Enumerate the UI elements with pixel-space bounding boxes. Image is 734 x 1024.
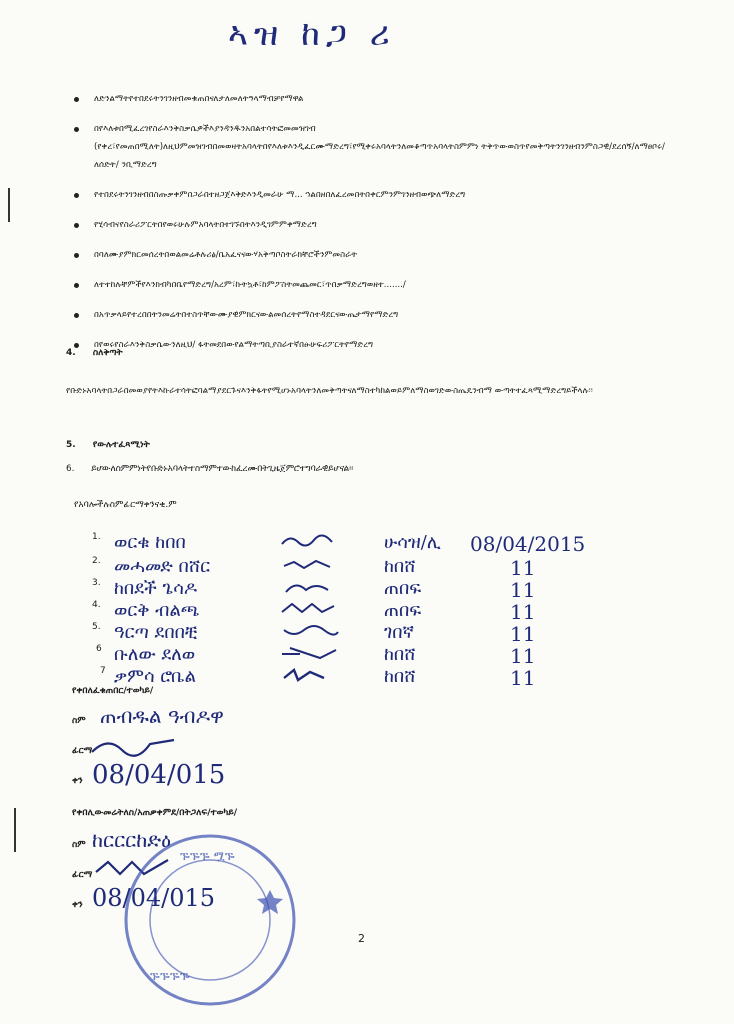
margin-mark xyxy=(8,188,10,222)
section-title: ስለቅጣት xyxy=(92,348,123,358)
signatory-name: ወርቁ ከበበ xyxy=(114,532,186,553)
signature-scribble xyxy=(280,556,340,574)
svg-text:ᎏᎏᎏ ሟᎏ: ᎏᎏᎏ ሟᎏ xyxy=(180,849,235,863)
signatory-date: 11 xyxy=(510,600,536,624)
receiver-1-signature-label: ፊርማ xyxy=(72,746,93,756)
bullet-item: በየወሩየስራእንቅስቃሴውንለዚህ/ ፋትመደበውየልማትጣቢያስራተኛበፁሁፍሪፖርትየማድረግ xyxy=(64,336,684,354)
row-number: 1. xyxy=(92,532,101,542)
section-5-heading xyxy=(66,440,150,450)
bullet-list xyxy=(64,90,684,366)
signatory-date: 11 xyxy=(510,556,536,580)
receiver-2-name-label: ስም xyxy=(72,840,86,850)
signatory-date: 11 xyxy=(510,578,536,602)
receiver-2-date-label: ቀን xyxy=(72,900,83,910)
bullet-item: የተበደሩትንገንዘብበስጡቃቀምበጋራበተዘጋጀእቅድእንዲመራሁ ማ... ኀልበዘበለፈረመበትበቀርምንምገንዘብወጭለማድረግ xyxy=(64,186,684,204)
svg-text:ᎏᎏᎏᎏ: ᎏᎏᎏᎏ xyxy=(150,969,190,983)
receiver-1-signature xyxy=(88,734,178,760)
signatory-row xyxy=(0,622,734,644)
row-number: 2. xyxy=(92,556,101,566)
signatory-role: ከበሸ xyxy=(384,644,416,665)
section-title: የውሉተፈጻሚነት xyxy=(92,440,150,450)
handwritten-title: ኣዝ ከጋ ሪ xyxy=(228,14,396,54)
signature-scribble xyxy=(280,578,340,596)
section-text: ይሆውለስምምነትየቡድኑአባላትተስማምተውከፈረሙበትጊዜጀምሮተግባራዊይሆናል፡፡ xyxy=(91,464,354,474)
section-number: 4. xyxy=(66,348,76,358)
margin-mark xyxy=(14,808,16,852)
bullet-item: በባለሙያምክርመሰረትበወልመሬቶሉሪፅ/ቤአፈናናውሃአቅጣቦስትራክቸሮችንምመስራት xyxy=(64,246,684,264)
receiver-1-heading: የቀበለፈቁጠበር/ተወካይ/ xyxy=(72,686,154,696)
row-number: 4. xyxy=(92,600,101,610)
row-number: 6 xyxy=(96,644,102,654)
section-number: 6. xyxy=(66,464,75,474)
bullet-item: ለድንልማትየተበደሩትንገንዘብመቁጠበናለታለመለትዓላማብቻየማዋል xyxy=(64,90,684,108)
receiver-2-signature-label: ፊርማ xyxy=(72,870,93,880)
signatory-name: ቃምሳ ሮቤል xyxy=(114,666,197,687)
signatory-row xyxy=(0,666,734,688)
signatory-role: ሁሳዝ/ሊ xyxy=(384,532,441,553)
section-4-paragraph: የቡድኑአባላትበጋራበመወያየትእኩራተሳትፎባልማያደርጉናእንቅፋትየሚሆኑአባላትንለመቅጣትናለማስተካከልወይምለማስወገድውስጤዴንብማ ውጣትተፈጻሚማድረግይችላሉ፡፡ xyxy=(66,386,593,396)
receiver-2-date: 08/04/015 xyxy=(92,884,216,912)
signatory-name: ከበደች ጌሳዶ xyxy=(114,578,197,599)
signatory-row xyxy=(0,578,734,600)
signatory-role: ጠበፍ xyxy=(384,600,422,621)
signatory-role: ገበኛ xyxy=(384,622,414,643)
signature-scribble xyxy=(280,600,340,618)
signatory-row xyxy=(0,600,734,622)
signatory-name: ዓርጣ ደበበቺ xyxy=(114,622,198,643)
signatory-date: 08/04/2015 xyxy=(470,532,586,556)
row-number: 5. xyxy=(92,622,101,632)
signature-scribble xyxy=(280,532,340,550)
signature-scribble xyxy=(280,666,340,684)
receiver-1-date-label: ቀን xyxy=(72,776,83,786)
section-6-line xyxy=(66,460,686,478)
signatory-row xyxy=(0,644,734,666)
receiver-1-name: ጠብዱል ዓብዶዋ xyxy=(100,704,224,728)
signatory-role: ጠበፍ xyxy=(384,578,422,599)
section-4-heading xyxy=(66,348,123,358)
signatories-heading: የአባሎችሉስምፊርማቀንናቂ.ም xyxy=(74,500,177,510)
row-number: 7 xyxy=(100,666,106,676)
bullet-item: በአጥቃላይየተረበበትንመሬትበተስጥቸውሙያዊምክርናውልመሰረትየማስተዳደርናውጤታማየማድረግ xyxy=(64,306,684,324)
signatory-date: 11 xyxy=(510,644,536,668)
signatory-date: 11 xyxy=(510,622,536,646)
bullet-item: በየእለቱበሚፈረገየስራእንቅስቃሴዎችእያንዳንዱንአበልተሳትፎመመዝገብ (የቀረ፣የመጠበሚለት)ለዚህምመዝገብበመወዛትአባላትበየእለቱእንዲፈርሙማድረግ፣የሚቀሩአባላትንለመቆጣጥአባላትስምምነ ትቅጥውወስጥየመቅጣትንገንዘብንምስጋዊ/ደረሰኝ/ለማፀቦሩ/ለሰድት/ ንቢማድረግ xyxy=(64,120,684,174)
bullet-item: የሂሳብናየስራሪፖርትበየወሩሁሉምአባላትበተገኙበትእንዲገምምቀማድረግ xyxy=(64,216,684,234)
receiver-1-date: 08/04/015 xyxy=(92,760,226,790)
section-number: 5. xyxy=(66,440,76,450)
bullet-item: ለተተከሉቸምችየእንክብካበቤየማድረግ/አረም፣ኩትኳቶ፣ከምፖስትመጨመር፣ጥበቃማድረግወዘተ......./ xyxy=(64,276,684,294)
signature-scribble xyxy=(280,644,340,662)
receiver-2-heading: የቀበሊውመሬትለስ/አጠቃቀምደ/በትጋለፍ/ተወካይ/ xyxy=(72,808,238,818)
signatory-name: ቡለው ደለወ xyxy=(114,644,196,665)
official-stamp xyxy=(120,830,300,1010)
row-number: 3. xyxy=(92,578,101,588)
page-number: 2 xyxy=(358,932,365,945)
signatory-name: መሓመድ በሸር xyxy=(114,556,211,577)
signatory-name: ወርቅ ብልጫ xyxy=(114,600,200,621)
signature-scribble xyxy=(280,622,340,640)
signatory-role: ከበሸ xyxy=(384,666,416,687)
receiver-1-name-label: ስም xyxy=(72,716,86,726)
signatory-role: ከበሸ xyxy=(384,556,416,577)
signatory-row xyxy=(0,532,734,554)
receiver-2-name: ከርርርከድዕ xyxy=(92,828,171,852)
signatory-row xyxy=(0,556,734,578)
signatory-date: 11 xyxy=(510,666,536,690)
